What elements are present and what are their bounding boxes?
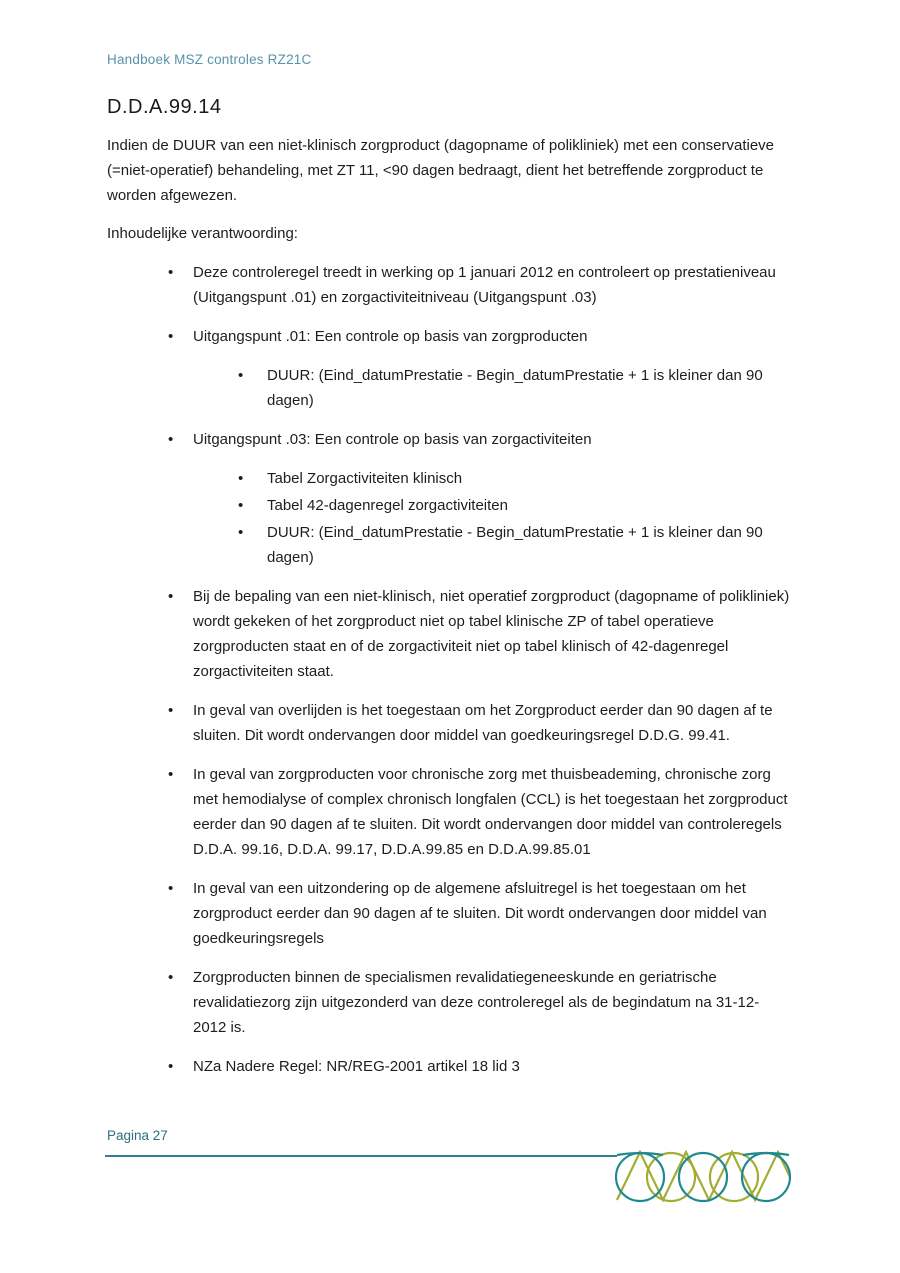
footer-divider [105, 1155, 617, 1157]
page-content [107, 52, 791, 1093]
list-item: • Tabel Zorgactiviteiten klinisch [107, 466, 791, 491]
list-item: • Bij de bepaling van een niet-klinisch, niet operatief zorgproduct (dagopname of polikliniek) wordt gekeken of het zorgproduct niet op tabel klinische ZP of tabel operatieve zorgproducten staat en of de zorgactiviteit niet op tabel klinisch of 42-dagenregel zorgactiviteiten staat. [107, 584, 791, 684]
intro-paragraph: Indien de DUUR van een niet-klinisch zorgproduct (dagopname of polikliniek) met een conservatieve (=niet-operatief) behandeling, met ZT 11, <90 dagen bedraagt, dient het betreffende zorgproduct te worden afgewezen. [107, 137, 775, 204]
bullet-list [107, 260, 791, 1079]
list-item: • Tabel 42-dagenregel zorgactiviteiten [107, 493, 791, 518]
list-item: • In geval van zorgproducten voor chronische zorg met thuisbeademing, chronische zorg met hemodialyse of complex chronisch longfalen (CCL) is het toegestaan het zorgproduct eerder dan 90 dagen af te sluiten. Dit wordt ondervangen door middel van controleregels D.D.A. 99.16, D.D.A. 99.17, D.D.A.99.85 en D.D.A.99.85.01 [107, 762, 791, 862]
list-item: • DUUR: (Eind_datumPrestatie - Begin_datumPrestatie + 1 is kleiner dan 90 dagen) [107, 363, 791, 413]
list-item: • NZa Nadere Regel: NR/REG-2001 artikel 18 lid 3 [107, 1054, 791, 1079]
document-header: Handboek MSZ controles RZ21C [107, 52, 312, 67]
list-item: • Deze controleregel treedt in werking op 1 januari 2012 en controleert op prestatieniveau (Uitgangspunt .01) en zorgactiviteitniveau (Uitgangspunt .03) [107, 260, 791, 310]
page-footer [105, 1128, 791, 1208]
list-item: • In geval van overlijden is het toegestaan om het Zorgproduct eerder dan 90 dagen af te sluiten. Dit wordt ondervangen door middel van goedkeuringsregel D.D.G. 99.41. [107, 698, 791, 748]
list-item: • DUUR: (Eind_datumPrestatie - Begin_datumPrestatie + 1 is kleiner dan 90 dagen) [107, 520, 791, 570]
brand-braid-logo-icon [615, 1149, 791, 1207]
section-heading: Inhoudelijke verantwoording: [107, 225, 298, 242]
list-item: • Uitgangspunt .03: Een controle op basis van zorgactiviteiten [107, 427, 791, 452]
page-title: D.D.A.99.14 [107, 96, 222, 118]
page-number-label: Pagina 27 [107, 1128, 168, 1143]
list-item: • Uitgangspunt .01: Een controle op basis van zorgproducten [107, 324, 791, 349]
list-item: • In geval van een uitzondering op de algemene afsluitregel is het toegestaan om het zorgproduct eerder dan 90 dagen af te sluiten. Dit wordt ondervangen door middel van goedkeuringsregels [107, 876, 791, 951]
list-item: • Zorgproducten binnen de specialismen revalidatiegeneeskunde en geriatrische revalidatiezorg zijn uitgezonderd van deze controleregel als de begindatum na 31-12-2012 is. [107, 965, 791, 1040]
